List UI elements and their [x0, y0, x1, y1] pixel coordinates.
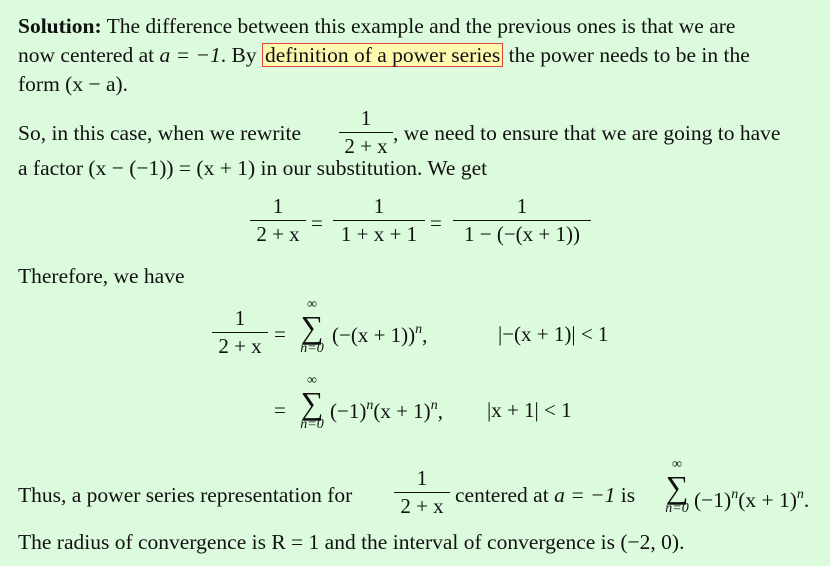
- eq2-lhs-bar: [212, 332, 268, 333]
- power-series-definition-link[interactable]: definition of a power series: [262, 43, 503, 67]
- line7-series-term: [694, 482, 809, 513]
- solution-line-7: [18, 482, 352, 508]
- fraction-numerator: 1: [360, 106, 372, 130]
- line7-is: is: [615, 483, 636, 507]
- eq3-equals: =: [274, 398, 286, 422]
- solution-line-5: [18, 155, 487, 181]
- eq3-term-b: (x + 1): [373, 399, 431, 423]
- solution-line-6: [18, 263, 185, 289]
- solution-line-8: [18, 529, 684, 555]
- fraction-denominator: 2 + x: [344, 134, 388, 158]
- line7-term-a: (−1): [694, 488, 732, 512]
- center-value: a = −1: [159, 43, 221, 67]
- eq2-sum-upper: ∞: [307, 297, 317, 312]
- eq1-f2-numerator: 1: [373, 194, 385, 218]
- line7-sum-lower: n=0: [665, 501, 689, 516]
- line7-sum-upper: ∞: [672, 457, 682, 472]
- eq2-summation: [296, 298, 328, 356]
- line8-text: The radius of convergence is R = 1 and the interval of convergence is (−2, 0).: [18, 530, 685, 554]
- solution-line-3: [18, 71, 128, 97]
- line2-post: the power needs to be in the: [503, 43, 750, 67]
- line7-fraction-numerator: 1: [416, 466, 428, 490]
- line7-summation: [661, 458, 693, 516]
- eq3-term-a: (−1): [330, 399, 367, 423]
- eq2-sum-lower: n=0: [300, 341, 324, 356]
- eq1-equals-2: =: [430, 211, 442, 235]
- line7-term-a-exponent: n: [731, 487, 739, 502]
- eq1-f3-bar: [453, 220, 591, 221]
- eq1-fraction-3: [453, 194, 591, 246]
- eq3-sum-symbol: ∑: [300, 385, 324, 421]
- eq1-fraction-2: [333, 194, 425, 246]
- fraction-bar: [339, 132, 393, 133]
- line7-sum-symbol: ∑: [665, 469, 689, 505]
- eq2-condition: |−(x + 1)| < 1: [498, 322, 609, 346]
- line2-pre: now centered at: [18, 43, 160, 67]
- line4-post: , we need to ensure that we are going to have: [393, 121, 781, 145]
- eq3-condition: |x + 1| < 1: [487, 398, 572, 422]
- eq2-comma: ,: [422, 323, 428, 347]
- line7-period: .: [803, 488, 810, 512]
- line3-text: form (x − a).: [18, 72, 129, 96]
- line5-text: a factor (x − (−1)) = (x + 1) in our substitution. We get: [18, 156, 488, 180]
- line7-fraction-bar: [394, 492, 450, 493]
- line7-fraction-denominator: 2 + x: [400, 494, 444, 518]
- eq1-equals-1: =: [311, 211, 323, 235]
- eq2-sum-symbol: ∑: [300, 309, 324, 345]
- line7-center-value: a = −1: [554, 483, 616, 507]
- eq3-comma: ,: [437, 399, 443, 423]
- line2-mid: . By: [220, 43, 262, 67]
- eq2-lhs-numerator: 1: [234, 306, 246, 330]
- eq2-lhs-denominator: 2 + x: [218, 334, 262, 358]
- eq1-f2-denominator: 1 + x + 1: [340, 222, 418, 246]
- eq1-f3-numerator: 1: [516, 194, 528, 218]
- line7-mid: centered at: [455, 483, 555, 507]
- eq1-f2-bar: [333, 220, 425, 221]
- eq1-f1-bar: [250, 220, 306, 221]
- eq3-term-b-exponent: n: [430, 398, 438, 413]
- eq2-equals: =: [274, 322, 286, 346]
- line7-inline-fraction: [394, 466, 450, 518]
- eq1-f1-denominator: 2 + x: [256, 222, 300, 246]
- inline-fraction-1-over-2-plus-x: [339, 106, 393, 158]
- eq1-f1-numerator: 1: [272, 194, 284, 218]
- eq1-fraction-1: [250, 194, 306, 246]
- eq3-summation: [296, 374, 328, 432]
- eq1-f3-denominator: 1 − (−(x + 1)): [463, 222, 580, 246]
- line4-pre: So, in this case, when we rewrite: [18, 121, 302, 145]
- line7-pre: Thus, a power series representation for: [18, 483, 353, 507]
- eq2-term: [332, 322, 427, 348]
- line7-term-b-exponent: n: [796, 487, 804, 502]
- eq2-term-base: (−(x + 1)): [332, 323, 416, 347]
- eq3-sum-upper: ∞: [307, 373, 317, 388]
- line6-text: Therefore, we have: [18, 264, 185, 288]
- solution-line-1: [18, 13, 735, 39]
- eq3-term-a-exponent: n: [366, 398, 374, 413]
- eq3-sum-lower: n=0: [300, 417, 324, 432]
- eq3-term: [330, 398, 443, 424]
- solution-label: Solution:: [18, 14, 102, 38]
- solution-intro-text: The difference between this example and the previous ones is that we are: [101, 14, 736, 38]
- solution-line-4: [18, 120, 301, 146]
- solution-line-7-mid: [455, 482, 635, 508]
- eq2-term-exponent: n: [415, 322, 423, 337]
- solution-line-2: [18, 42, 750, 68]
- solution-line-4-end: [393, 120, 780, 146]
- line7-term-b: (x + 1): [738, 488, 797, 512]
- eq2-lhs-fraction: [212, 306, 268, 358]
